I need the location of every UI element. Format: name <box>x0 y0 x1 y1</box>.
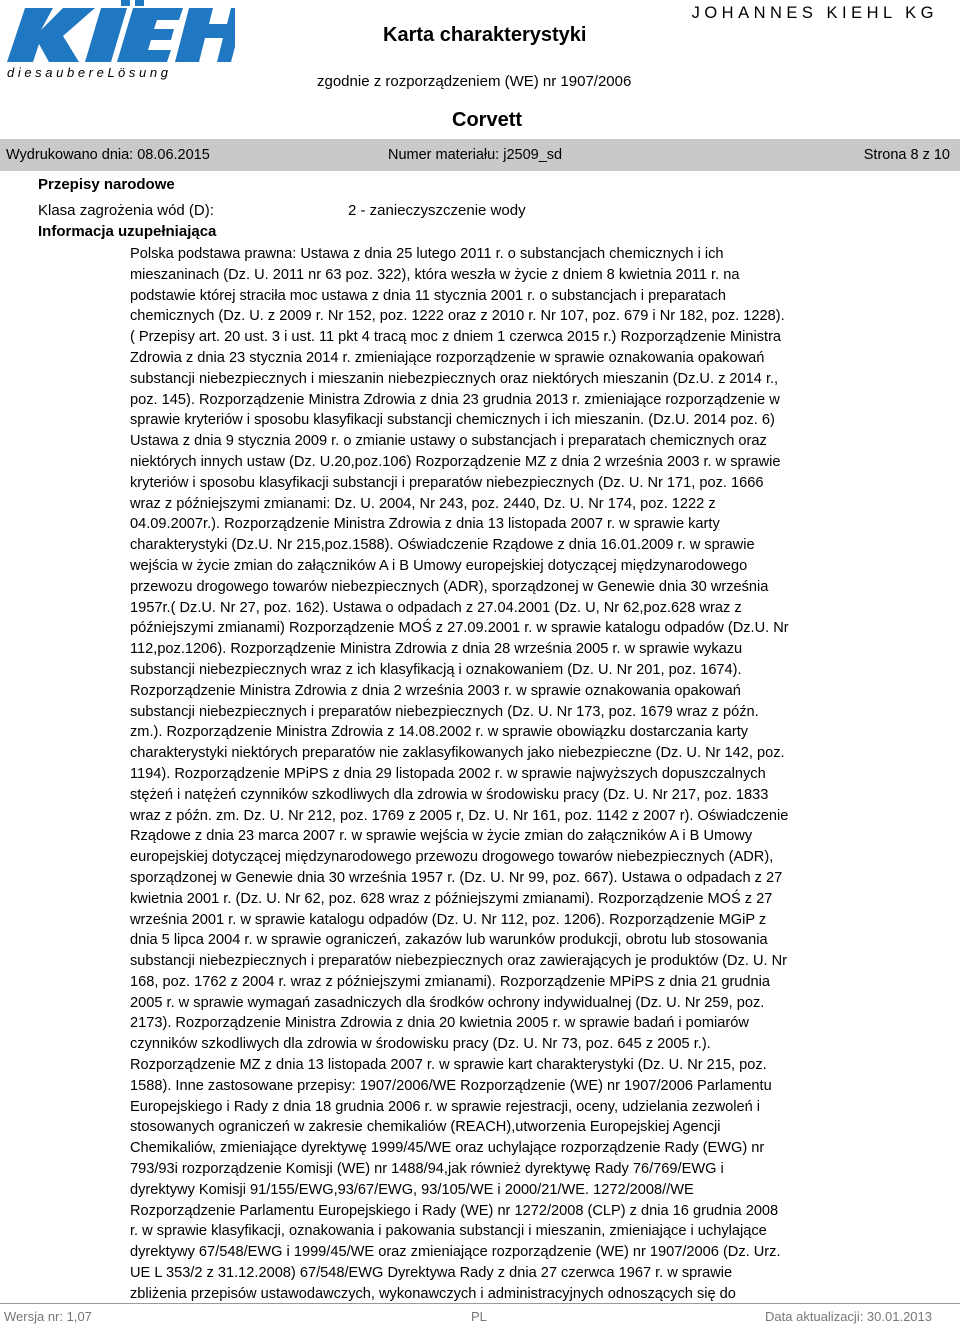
text-line: Europejskiego i Rady z dnia 18 grudnia 2006 r. w sprawie rejestracji, oceny, udzielania zezwoleń i <box>130 1098 761 1115</box>
text-line: dnia 5 lipca 2004 r. w sprawie ograniczeń, zakazów lub warunków produkcji, obrotu lub stosowania <box>130 932 768 949</box>
text-line: 2173). Rozporządzenie Ministra Zdrowia z dnia 20 kwietnia 2005 r. w sprawie badań i pomiarów <box>130 1015 749 1032</box>
product-name: Corvett <box>452 109 523 131</box>
version-number: Wersja nr: 1,07 <box>4 1309 92 1324</box>
update-date: Data aktualizacji: 30.01.2013 <box>765 1309 932 1324</box>
language-code: PL <box>471 1309 487 1324</box>
text-line: substancji niebezpiecznych wraz z ich klasyfikacją i oznakowaniem (Dz. U. Nr 201, poz. 1674). <box>130 661 742 678</box>
text-line: substancji niebezpiecznych i mieszanin niebezpiecznych oraz niektórych mieszanin (Dz.U. z 2014 r., <box>130 370 779 387</box>
text-line: wraz z późn. zm. Dz. U. Nr 212, poz. 1769 z 2005 r, Dz. U. Nr 161, poz. 1142 z 2007 r). Oświadczenie <box>130 807 789 824</box>
text-line: sporządzonej w Genewie dnia 30 września 1957 r. (Dz. U. Nr 99, poz. 667). Ustawa o odpadach z 27 <box>130 869 783 886</box>
material-number: Numer materiału: j2509_sd <box>388 147 563 163</box>
text-line: UE L 353/2 z 31.12.2008) 67/548/EWG Dyrektywa Rady z dnia 27 czerwca 1967 r. w sprawie <box>130 1265 733 1282</box>
legal-basis-text <box>130 244 830 1305</box>
text-line: stosowanych ograniczeń w zakresie chemikaliów (REACH),utworzenia Europejskiej Agencji <box>130 1119 721 1136</box>
text-line: wraz z późniejszymi zmianami: Dz. U. 2004, Nr 243, poz. 2440, Dz. U. Nr 174, poz. 1222 z <box>130 495 716 512</box>
text-line: ( Przepisy art. 20 ust. 3 i ust. 11 pkt 4 tracą moc z dniem 1 czerwca 2015 r.) Rozporządzenie Ministra <box>130 329 782 346</box>
text-line: września 2001 r. w sprawie katalogu odpadów (Dz. U. Nr 112, poz. 1206). Rozporządzenie MGiP z <box>130 911 767 928</box>
text-line: charakterystyki (Dz.U. Nr 215,poz.1588). Oświadczenie Rządowe z dnia 16.01.2009 r. w sprawie <box>130 537 755 554</box>
text-line: Rozporządzenie Parlamentu Europejskiego i Rady (WE) nr 1272/2008 (CLP) z dnia 16 grudnia 2008 <box>130 1202 779 1219</box>
text-line: 1957r.( Dz.U. Nr 27, poz. 162). Ustawa o odpadach z 27.04.2001 (Dz. U, Nr 62,poz.628 wraz z <box>130 599 742 616</box>
document-subtitle: zgodnie z rozporządzeniem (WE) nr 1907/2006 <box>317 73 632 90</box>
text-line: czynników szkodliwych dla zdrowia w środowisku pracy (Dz. U. Nr 73, poz. 645 z 2005 r.). <box>130 1036 711 1053</box>
document-title: Karta charakterystyki <box>383 24 587 46</box>
company-name: JOHANNES KIEHL KG <box>691 4 938 22</box>
text-line: stężeń i natężeń czynników szkodliwych dla zdrowia w środowisku pracy (Dz. U. Nr 217, poz. 1833 <box>130 786 769 803</box>
text-line: Rozporządzenie MZ z dnia 13 listopada 2007 r. w sprawie kart charakterystyki (Dz. U. Nr 215, poz. <box>130 1057 767 1074</box>
logo-tagline: d i e s a u b e r e L ö s u n g <box>7 65 168 80</box>
text-line: podstawie której straciła moc ustawa z dnia 11 stycznia 2001 r. o substancjach i preparatach <box>130 287 726 304</box>
text-line: europejskiej dotyczącej międzynarodowego przewozu drogowego towarów niebezpiecznych (ADR), <box>130 849 774 866</box>
text-line: kwietnia 2001 r. (Dz. U. Nr 62, poz. 628 wraz z późniejszymi zmianami). Rozporządzenie MOŚ z 27 <box>130 890 773 907</box>
text-line: sprawie kryteriów i sposobu klasyfikacji substancji chemicznych i ich mieszanin. (Dz.U. 2014 poz. 6) <box>130 412 775 429</box>
text-line: 04.09.2007r.). Rozporządzenie Ministra Zdrowia z dnia 13 listopada 2007 r. w sprawie karty <box>130 516 720 533</box>
text-line: poz. 145). Rozporządzenie Ministra Zdrowia z dnia 23 grudnia 2013 r. zmieniające rozporządzenie w <box>130 391 780 408</box>
text-line: chemicznych (Dz. U. z 2009 r. Nr 152, poz. 1222 oraz z 2010 r. Nr 107, poz. 679 i Nr 182, poz. 1228). <box>130 308 785 325</box>
text-line: przewozu drogowego towarów niebezpiecznych (ADR), sporządzonej w Genewie dnia 30 września <box>130 578 769 595</box>
kiehl-logo <box>5 0 235 80</box>
water-hazard-label: Klasa zagrożenia wód (D): <box>38 202 214 219</box>
water-hazard-value: 2 - zanieczyszczenie wody <box>348 202 526 219</box>
text-line: Ustawa z dnia 9 stycznia 2009 r. o zmianie ustawy o substancjach i preparatach chemicznych oraz <box>130 433 767 450</box>
text-line: Rozporządzenie Ministra Zdrowia z dnia 2 września 2003 r. w sprawie oznakowania opakowań <box>130 682 741 699</box>
page-number: Strona 8 z 10 <box>863 147 950 163</box>
text-line: substancji niebezpiecznych i preparatów niebezpiecznych (Dz. U. Nr 173, poz. 1679 wraz z późn. <box>130 703 759 720</box>
section-title: Przepisy narodowe <box>38 176 175 193</box>
text-line: kryteriów i sposobu klasyfikacji substancji i preparatów niebezpiecznych (Dz. U. Nr 171, poz. 1666 <box>130 474 764 491</box>
text-line: Chemikaliów, zmieniające dyrektywę 1999/45/WE oraz uchylające rozporządzenie Rady (EWG) nr <box>130 1140 765 1157</box>
footer-divider <box>0 1303 960 1304</box>
text-line: niektórych innych ustaw (Dz. U.20,poz.106) Rozporządzenie MZ z dnia 2 września 2003 r. w sprawie <box>130 453 781 470</box>
text-line: Zdrowia z dnia 23 stycznia 2014 r. zmieniające rozporządzenie w sprawie oznakowania opakowań <box>130 349 765 366</box>
text-line: 793/93i rozporządzenie Komisji (WE) nr 1488/94,jak również dyrektywę Rady 76/769/EWG i <box>130 1161 724 1178</box>
text-line: 1588). Inne zastosowane przepisy: 1907/2006/WE Rozporządzenie (WE) nr 1907/2006 Parlamentu <box>130 1077 772 1094</box>
text-line: mieszaninach (Dz. U. 2011 nr 63 poz. 322), która weszła w życie z dniem 8 kwietnia 2011 r. na <box>130 266 740 283</box>
text-line: substancji niebezpiecznych i preparatów niebezpiecznych oraz zawierających je produktów (Dz. U. Nr <box>130 953 788 970</box>
text-line: zm.). Rozporządzenie Ministra Zdrowia z 14.08.2002 r. w sprawie obowiązku dostarczania karty <box>130 724 749 741</box>
text-line: r. w sprawie klasyfikacji, oznakowania i pakowania substancji i mieszanin, zmieniające i uchylające <box>130 1223 767 1240</box>
text-line: wejścia w życie zmian do załączników A i B Umowy europejskiej dotyczącej międzynarodowego <box>130 557 748 574</box>
text-line: dyrektywy 67/548/EWG i 1999/45/WE oraz zmieniające rozporządzenie (WE) nr 1907/2006 (Dz. Urz. <box>130 1244 781 1261</box>
text-line: Polska podstawa prawna: Ustawa z dnia 25 lutego 2011 r. o substancjach chemicznych i ich <box>130 246 724 262</box>
text-line: 1194). Rozporządzenie MPiPS z dnia 29 listopada 2002 r. w sprawie najwyższych dopuszczalnych <box>130 765 766 782</box>
text-line: Rządowe z dnia 23 marca 2007 r. w sprawie wejścia w życie zmian do załączników A i B Umowy <box>130 828 753 845</box>
text-line: zbliżenia przepisów ustawodawczych, wykonawczych i administracyjnych odnoszących się do <box>130 1285 736 1302</box>
text-line: późniejszymi zmianami) Rozporządzenie MOŚ z 27.09.2001 r. w sprawie katalogu odpadów (Dz.U. Nr <box>130 620 789 637</box>
additional-info-label: Informacja uzupełniająca <box>38 223 217 240</box>
text-line: 168, poz. 1762 z 2004 r. wraz z późniejszymi zmianami). Rozporządzenie MPiPS z dnia 21 grudnia <box>130 973 771 990</box>
text-line: 112,poz.1206). Rozporządzenie Ministra Zdrowia z dnia 28 września 2005 r. w sprawie wykazu <box>130 641 743 658</box>
text-line: dyrektywy Komisji 91/155/EWG,93/67/EWG, 93/105/WE i 2000/21/WE. 1272/2008//WE <box>130 1181 694 1198</box>
text-line: charakterystyki niektórych preparatów nie zaklasyfikowanych jako niebezpieczne (Dz. U. Nr 142, poz. <box>130 745 785 762</box>
text-line: 2005 r. w sprawie wymagań zasadniczych dla środków ochrony indywidualnej (Dz. U. Nr 259, poz. <box>130 994 765 1011</box>
print-date: Wydrukowano dnia: 08.06.2015 <box>6 147 210 163</box>
